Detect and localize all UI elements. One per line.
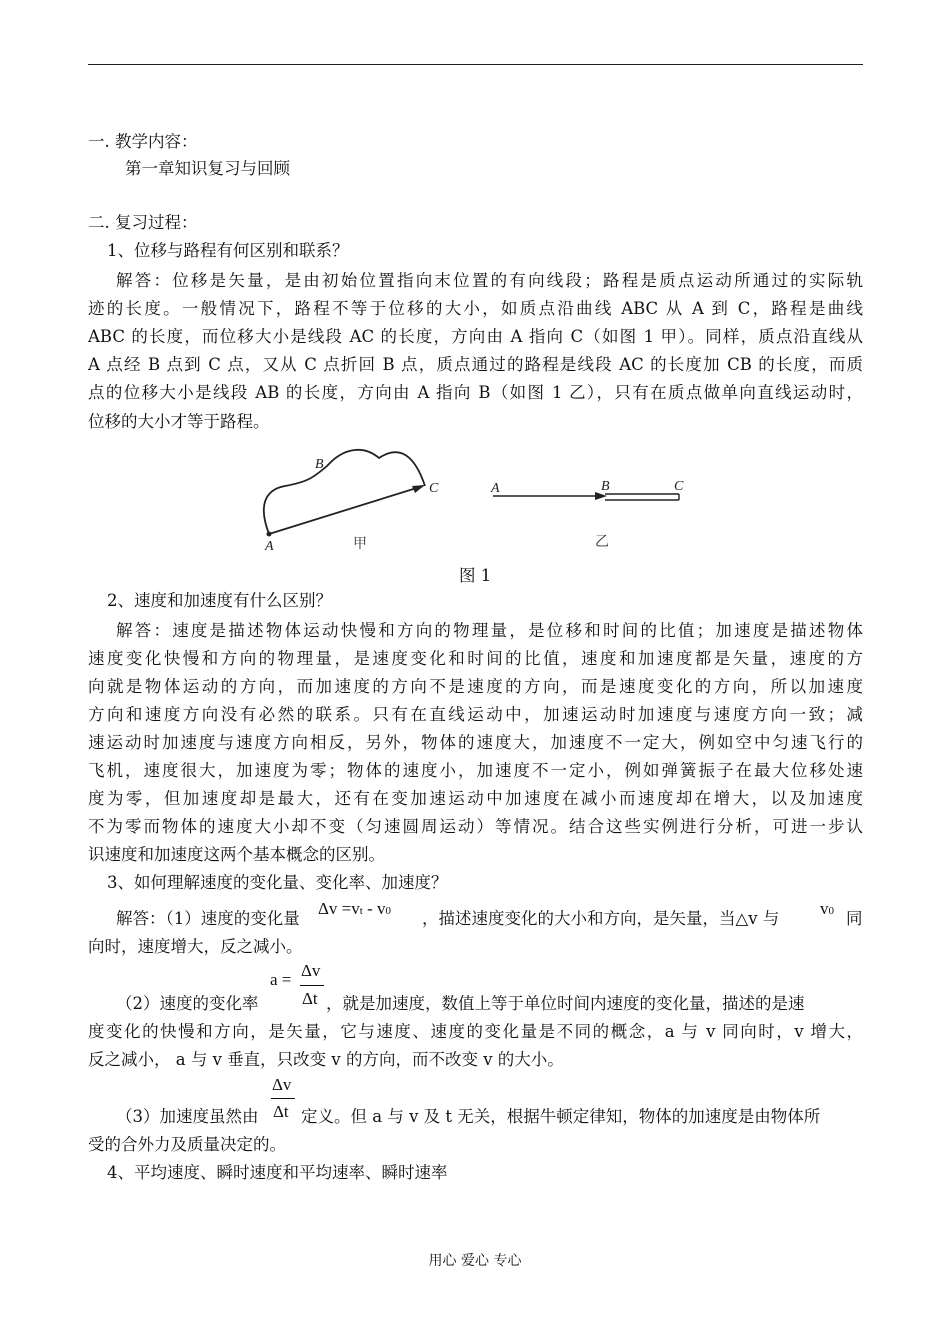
header-rule <box>88 64 863 65</box>
figure-caption: 图 1 <box>459 566 492 585</box>
q3-p1-suffix: ，描述速度变化的大小和方向，是矢量，当△v 与 <box>422 909 780 928</box>
q1-answer-line: 解答：位移是矢量，是由初始位置指向末位置的有向线段；路程是质点运动所通过的实际轨 <box>116 271 863 290</box>
q2-answer-line: 速度变化快慢和方向的物理量，是速度变化和时间的比值，速度和加速度都是矢量，速度的方 <box>88 649 863 668</box>
section2-heading: 二. 复习过程： <box>88 213 198 232</box>
q3-p2-line3: 反之减小， a 与 v 垂直，只改变 v 的方向，而不改变 v 的大小。 <box>88 1050 564 1069</box>
q3-delta-v-formula <box>318 899 391 919</box>
label-yi: 乙 <box>595 534 609 550</box>
formula-sub-0: 0 <box>385 905 392 917</box>
q3-p1-prefix: 解答：（1）速度的变化量 <box>116 909 300 928</box>
formula-v0: v <box>377 899 386 918</box>
curve-path-abc <box>264 450 425 534</box>
q2-answer-line: 飞机，速度很大，加速度为零；物体的速度小，加速度不一定小，例如弹簧振子在最大位移处速 <box>88 761 863 780</box>
q2-answer-line: 向就是物体运动的方向，而加速度的方向不是速度的方向，而是速度变化的方向，所以加速度 <box>88 677 863 696</box>
q3-v0-symbol <box>820 899 834 919</box>
q1-question: 1、位移与路程有何区别和联系？ <box>107 241 349 260</box>
label-a-yi: A <box>491 481 500 496</box>
label-b-yi: B <box>601 479 610 494</box>
q2-answer-line: 识速度和加速度这两个基本概念的区别。 <box>88 845 385 864</box>
q3-p3-suffix: 定义。但 a 与 v 及 t 无关，根据牛顿定律知，物体的加速度是由物体所 <box>301 1107 821 1126</box>
q3-frac-bar <box>300 985 324 986</box>
q3-p2-suffix: ，就是加速度，数值上等于单位时间内速度的变化量，描述的是速 <box>326 994 805 1013</box>
formula-sub-t: t <box>359 905 363 917</box>
label-a-jia: A <box>265 539 274 554</box>
q3-p2-line2: 度变化的快慢和方向，是矢量，它与速度、速度的变化量是不同的概念，a 与 v 同向时，v 增大， <box>88 1022 863 1041</box>
v0-sub: 0 <box>828 905 834 917</box>
q2-answer-line: 度为零，但加速度却是最大，还有在变加速运动中加速度在减小而速度却在增大，以及加速度 <box>88 789 863 808</box>
q3-p3-frac-num: Δv <box>272 1075 292 1094</box>
formula-minus: - <box>362 899 378 918</box>
figure-1-diagram <box>255 438 695 558</box>
page-footer: 用心 爱心 专心 <box>428 1253 522 1269</box>
q2-answer-line: 速运动时加速度与速度方向相反，另外，物体的速度大，加速度不一定大，例如空中匀速飞行的 <box>88 733 863 752</box>
q2-question: 2、速度和加速度有什么区别？ <box>107 591 332 610</box>
q3-p1-line2: 向时，速度增大，反之减小。 <box>88 937 303 956</box>
q3-question: 3、如何理解速度的变化量、变化率、加速度？ <box>107 873 448 892</box>
section1-heading: 一. 教学内容： <box>88 132 198 151</box>
q1-answer-line: A 点经 B 点到 C 点，又从 C 点折回 B 点，质点通过的路程是线段 AC 的长度加 CB 的长度，而质 <box>88 355 863 374</box>
label-c-jia: C <box>429 481 439 496</box>
formula-lhs: Δv =v <box>318 899 360 918</box>
q1-answer-line: 点的位移大小是线段 AB 的长度，方向由 A 指向 B（如图 1 乙），只有在质点做单向直线运动时， <box>88 383 863 402</box>
q3-frac-num: Δv <box>301 961 321 980</box>
q3-p1-end: 同 <box>846 909 863 928</box>
label-jia: 甲 <box>353 536 367 552</box>
point-a-jia <box>267 532 272 537</box>
q2-answer-line: 方向和速度方向没有必然的联系。只有在直线运动中，加速运动时加速度与速度方向一致；减 <box>88 705 863 724</box>
label-c-yi: C <box>674 479 684 494</box>
section1-topic: 第一章知识复习与回顾 <box>125 159 290 178</box>
q3-frac-den: Δt <box>302 989 318 1008</box>
v0-v: v <box>820 899 829 918</box>
q1-answer-line: ABC 的长度，而位移大小是线段 AC 的长度，方向由 A 指向 C（如图 1 甲）。同样，质点沿直线从 <box>88 327 863 346</box>
q3-p2-prefix: （2）速度的变化率 <box>116 994 259 1013</box>
q4-question: 4、平均速度、瞬时速度和平均速率、瞬时速率 <box>107 1163 448 1182</box>
q3-a-eq: a = <box>270 970 292 989</box>
q3-p3-frac-den: Δt <box>273 1102 289 1121</box>
q1-answer-line: 位移的大小才等于路程。 <box>88 412 270 431</box>
arrowhead-c <box>412 485 425 493</box>
q2-answer-line: 解答：速度是描述物体运动快慢和方向的物理量，是位移和时间的比值；加速度是描述物体 <box>116 621 863 640</box>
displacement-line-ac <box>269 486 423 534</box>
q3-p3-prefix: （3）加速度虽然由 <box>116 1107 259 1126</box>
q2-answer-line: 不为零而物体的速度大小却不变（匀速圆周运动）等情况。结合这些实例进行分析，可进一步认 <box>88 817 863 836</box>
q3-p3-line2: 受的合外力及质量决定的。 <box>88 1135 286 1154</box>
label-b-jia: B <box>315 457 324 472</box>
q1-answer-line: 迹的长度。一般情况下，路程不等于位移的大小，如质点沿曲线 ABC 从 A 到 C，路程是曲线 <box>88 299 863 318</box>
q3-p3-frac-bar <box>271 1098 295 1099</box>
